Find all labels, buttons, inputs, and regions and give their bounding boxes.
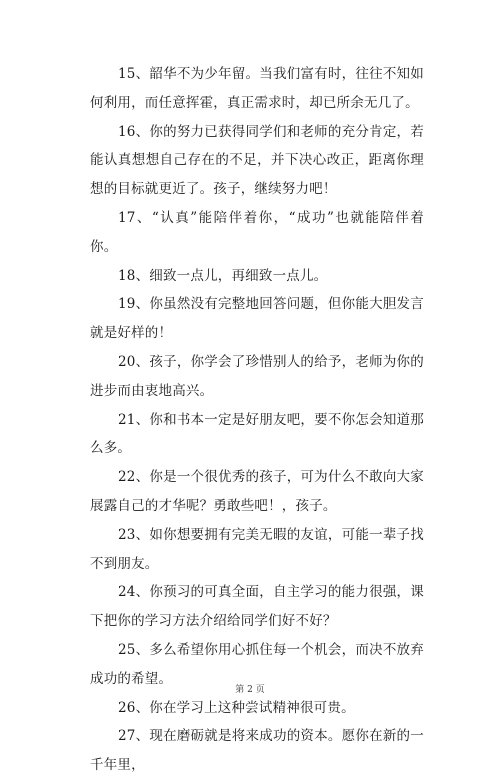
paragraph-23: 23、如你想要拥有完美无暇的友谊，可能一辈子找不到朋友。 (90, 526, 424, 572)
document-body (90, 60, 424, 780)
paragraph-27: 27、现在磨砺就是将来成功的资本。愿你在新的一千年里， (90, 728, 424, 774)
paragraph-19: 19、你虽然没有完整地回答问题，但你能大胆发言就是好样的！ (90, 296, 424, 342)
paragraph-25: 25、多么希望你用心抓住每一个机会，而决不放弃成功的希望。 (90, 641, 424, 687)
paragraph-20: 20、孩子，你学会了珍惜别人的给予，老师为你的进步而由衷地高兴。 (90, 353, 424, 399)
paragraph-18: 18、细致一点儿，再细致一点儿。 (118, 267, 328, 284)
page-number: 第 2 页 (235, 685, 265, 695)
paragraph-24: 24、你预习的可真全面，自主学习的能力很强，课下把你的学习方法介绍给同学们好不好？ (90, 584, 424, 630)
paragraph-26: 26、你在学习上这种尝试精神很可贵。 (118, 699, 355, 716)
paragraph-21: 21、你和书本一定是好朋友吧，要不你怎会知道那么多。 (90, 411, 424, 457)
paragraph-15: 15、韶华不为少年留。当我们富有时，往往不知如何利用，而任意挥霍，真正需求时，却已所余无几了。 (90, 66, 424, 111)
paragraph-16: 16、你的努力已获得同学们和老师的充分肯定，若能认真想想自己存在的不足，并下决心改正，距离你理想的目标就更近了。孩子，继续努力吧！ (90, 123, 424, 198)
paragraph-22: 22、你是一个很优秀的孩子，可为什么不敢向大家展露自己的才华呢？勇敢些吧！，孩子。 (90, 469, 424, 514)
paragraph-17: 17、“认真”能陪伴着你，“成功”也就能陪伴着你。 (90, 209, 424, 255)
